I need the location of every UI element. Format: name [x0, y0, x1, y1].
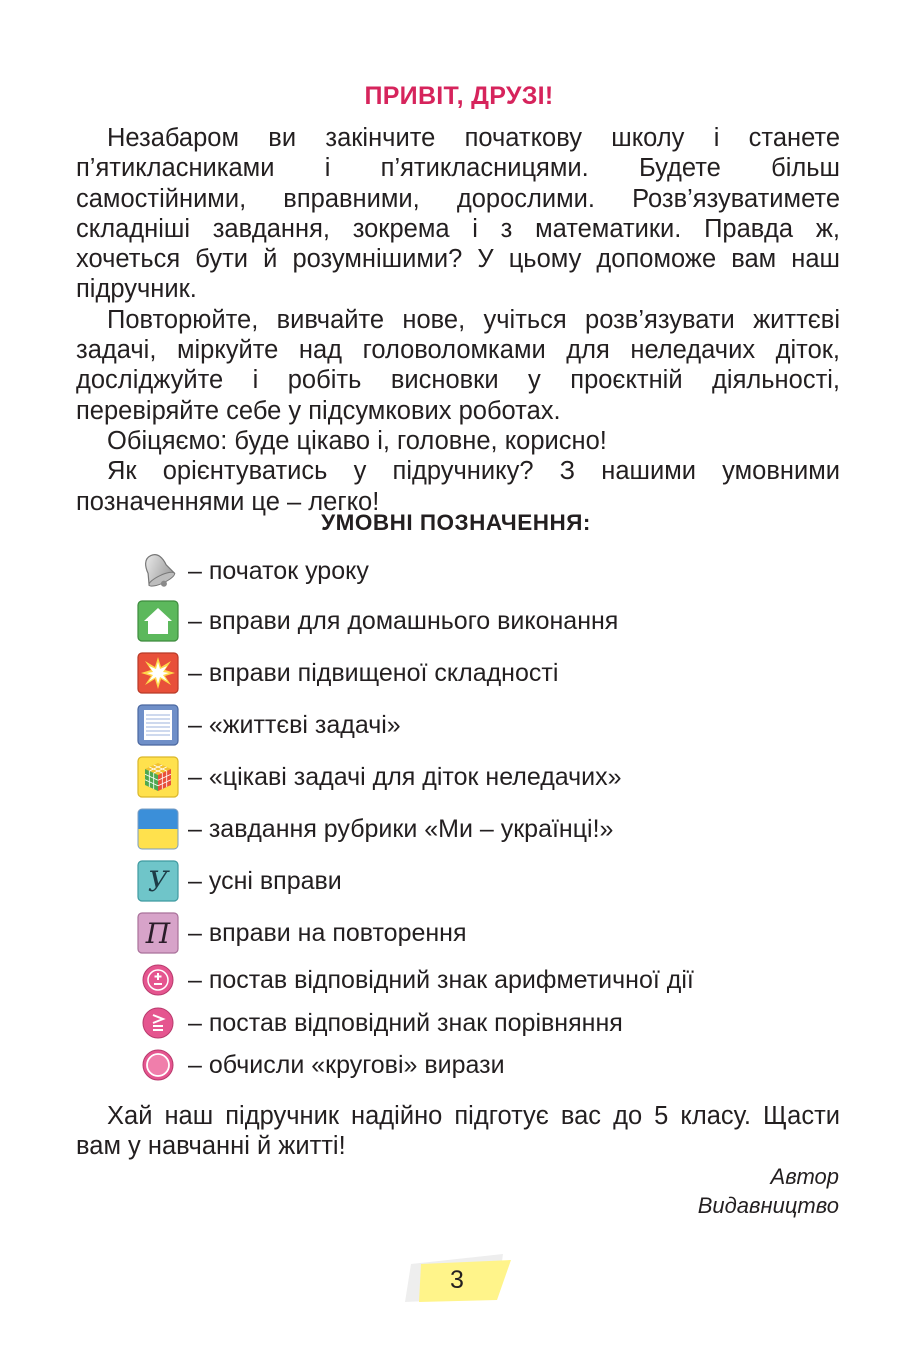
letter-p-icon [136, 911, 180, 955]
notebook-icon [136, 703, 180, 747]
legend-item-life-tasks [136, 703, 401, 747]
legend-item-circular-expressions [136, 1043, 505, 1087]
legend-item-ukrainians [136, 807, 613, 851]
legend-item-homework [136, 599, 618, 643]
legend-item-comparison-sign [136, 1001, 623, 1045]
letter-u-glyph: У [147, 865, 169, 898]
legend-label: – завдання рубрики «Ми – українці!» [188, 814, 614, 843]
intro-paragraph-4: Як орієнтуватись у підручнику? З нашими умовними позначеннями це – легко! [76, 457, 840, 516]
legend-label: – постав відповідний знак порівняння [188, 1008, 623, 1037]
signature [698, 1162, 839, 1220]
legend-item-arithmetic-sign [136, 958, 694, 1002]
page-number-badge [405, 1252, 515, 1312]
legend-label: – вправи для домашнього виконання [188, 606, 619, 635]
legend-item-repetition [136, 911, 467, 955]
plus-minus-circle-icon [136, 958, 180, 1002]
signature-author: Автор [770, 1164, 839, 1189]
house-icon [136, 599, 180, 643]
intro-paragraph-2: Повторюйте, вивчайте нове, учіться розв’язувати життєві задачі, міркуйте над головоломками для неледачих діток, досліджуйте і робіть висновки у проєктній діяльності, перевіряйте себе у підсумкових роботах. [76, 305, 840, 425]
legend-item-advanced [136, 651, 558, 695]
letter-u-icon [136, 859, 180, 903]
legend-label: – «життєві задачі» [188, 710, 401, 739]
intro-paragraph-1: Незабаром ви закінчите початкову школу і станете п’ятикласниками і п’ятикласницями. Будете більш самостійними, вправними, дорослими. Розв’язуватимете складніші завдання, зокрема і з математики. Правда ж, хочеться бути й розумнішими? У цьому допоможе вам наш підручник. [76, 124, 840, 304]
page-number: 3 [450, 1266, 464, 1294]
legend-label: – вправи на повторення [188, 918, 467, 947]
legend-title: УМОВНІ ПОЗНАЧЕННЯ: [321, 510, 591, 535]
bell-icon [136, 549, 180, 593]
closing-paragraph: Хай наш підручник надійно підготує вас до 5 класу. Щасти вам у навчанні й житті! [76, 1102, 840, 1161]
intro-paragraph-3: Обіцяємо: буде цікаво і, головне, корисно! [107, 426, 607, 455]
legend-label: – обчисли «кругові» вирази [188, 1050, 505, 1079]
star-burst-icon [136, 651, 180, 695]
rubiks-cube-icon [136, 755, 180, 799]
legend-label: – «цікаві задачі для діток неледачих» [188, 762, 622, 791]
legend-label: – вправи підвищеної складності [188, 658, 559, 687]
legend-label: – усні вправи [188, 866, 342, 895]
legend-item-fun-tasks [136, 755, 622, 799]
page-heading: ПРИВІТ, ДРУЗІ! [364, 82, 554, 110]
letter-p-glyph: П [145, 917, 171, 950]
legend-item-lesson-start [136, 549, 369, 593]
legend-label: – постав відповідний знак арифметичної дії [188, 965, 694, 994]
ring-circle-icon [136, 1043, 180, 1087]
signature-publisher: Видавництво [697, 1193, 839, 1218]
ukraine-flag-icon [136, 807, 180, 851]
legend-item-oral [136, 859, 342, 903]
legend-label: – початок уроку [188, 556, 369, 585]
compare-circle-icon [136, 1001, 180, 1045]
closing-text [76, 1101, 840, 1162]
